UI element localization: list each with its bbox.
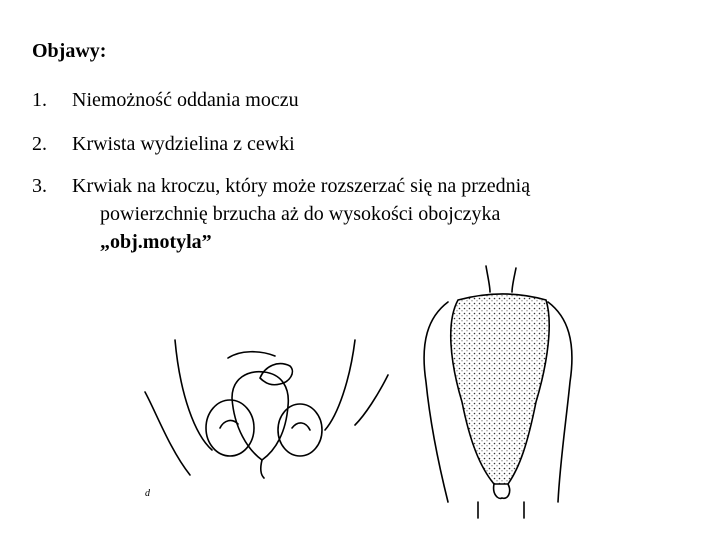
item-text: Krwiak na kroczu, który może rozszerzać się na przednią bbox=[72, 175, 531, 197]
symptom-item-2 bbox=[32, 130, 295, 158]
perineum-illustration bbox=[140, 300, 400, 510]
item-number: 2. bbox=[32, 133, 47, 155]
item-text: Niemożność oddania moczu bbox=[72, 89, 299, 111]
item-text: Krwista wydzielina z cewki bbox=[72, 133, 295, 155]
item-number: 3. bbox=[32, 175, 47, 197]
torso-illustration bbox=[408, 262, 588, 520]
symptom-item-1 bbox=[32, 86, 299, 114]
item-text-continued: powierzchnię brzucha aż do wysokości obojczyka bbox=[100, 203, 501, 225]
item-number: 1. bbox=[32, 89, 47, 111]
section-title: Objawy: bbox=[32, 40, 107, 62]
symptom-item-3 bbox=[32, 172, 530, 256]
item-text-emphasis: „obj.motyla” bbox=[100, 231, 212, 253]
figure-label: d bbox=[145, 488, 150, 499]
